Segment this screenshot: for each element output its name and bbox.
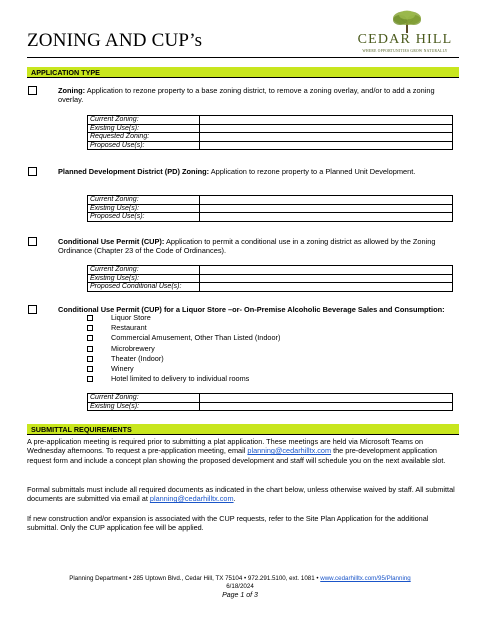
field-value[interactable] — [200, 196, 453, 205]
planning-email-link[interactable]: planning@cedarhilltx.com — [247, 446, 332, 456]
option-checkbox[interactable] — [87, 325, 93, 331]
submittal-paragraph-3: If new construction and/or expansion is associated with the CUP requests, refer to the Site Plan Application for the additional submittal. Only the CUP application fee will be applied. — [27, 514, 429, 533]
field-label: Proposed Use(s): — [88, 141, 200, 150]
field-value[interactable] — [200, 133, 453, 142]
cup-liquor-fields-table — [87, 393, 453, 411]
item-description: Application to permit a conditional use in a zoning district as allowed by the Zoning Ordinance (Chapter 23 of the Code of Ordinances). — [58, 237, 436, 256]
field-value[interactable] — [200, 124, 453, 133]
logo-tagline: WHERE OPPORTUNITIES GROW NATURALLY — [362, 49, 448, 53]
footer-date: 6/18/2024 — [226, 583, 254, 590]
field-label: Proposed Conditional Use(s): — [88, 283, 200, 292]
paragraph-text: the pre-development application request form and include a concept plan showing the proposed development and staff will schedule you on the next available slot. — [27, 446, 446, 465]
zoning-item-text — [58, 86, 453, 104]
field-label: Current Zoning: — [88, 196, 200, 205]
pd-zoning-checkbox[interactable] — [28, 167, 37, 176]
item-description: Application to rezone property to a base zoning district, to remove a zoning overlay, and/or to add a zoning overlay. — [58, 86, 435, 105]
zoning-checkbox[interactable] — [28, 86, 37, 95]
section-submittal-requirements — [27, 424, 459, 435]
section-title: APPLICATION TYPE — [31, 68, 100, 77]
field-value[interactable] — [200, 141, 453, 150]
item-description: Application to rezone property to a Planned Unit Development. — [209, 167, 416, 176]
field-value[interactable] — [200, 274, 453, 283]
field-value[interactable] — [200, 213, 453, 222]
option-checkbox[interactable] — [87, 376, 93, 382]
zoning-fields-table — [87, 115, 453, 150]
cup-fields-table — [87, 265, 453, 292]
section-title: SUBMITTAL REQUIREMENTS — [31, 425, 132, 434]
field-label: Current Zoning: — [88, 266, 200, 275]
field-label: Requested Zoning: — [88, 133, 200, 142]
item-heading: Conditional Use Permit (CUP): — [58, 237, 165, 246]
option-winery[interactable] — [87, 364, 280, 374]
field-label: Proposed Use(s): — [88, 213, 200, 222]
title-divider — [27, 57, 459, 58]
option-checkbox[interactable] — [87, 335, 93, 341]
field-label: Current Zoning: — [88, 116, 200, 125]
field-value[interactable] — [200, 283, 453, 292]
field-value[interactable] — [200, 402, 453, 411]
option-commercial-amusement[interactable] — [87, 333, 280, 343]
field-value[interactable] — [200, 266, 453, 275]
option-label: Restaurant — [111, 323, 147, 333]
footer-address-text: Planning Department • 285 Uptown Blvd., Cedar Hill, TX 75104 • 972.291.5100, ext. 1081 • — [69, 575, 321, 582]
logo-wordmark: CEDAR HILL — [357, 32, 453, 47]
option-hotel[interactable] — [87, 374, 280, 384]
option-label: Commercial Amusement, Other Than Listed (Indoor) — [111, 333, 281, 343]
section-application-type — [27, 67, 459, 78]
field-label: Existing Use(s): — [88, 402, 200, 411]
option-label: Liquor Store — [111, 313, 151, 322]
field-value[interactable] — [200, 394, 453, 403]
field-value[interactable] — [200, 204, 453, 213]
option-checkbox[interactable] — [87, 356, 93, 362]
option-liquor-store[interactable] — [87, 313, 280, 323]
field-value[interactable] — [200, 116, 453, 125]
footer-address — [0, 575, 480, 582]
page-number: Page 1 of 3 — [222, 592, 258, 599]
option-restaurant[interactable] — [87, 323, 280, 333]
submittal-paragraph-1 — [27, 437, 455, 465]
tree-icon — [390, 10, 424, 34]
page-title: ZONING AND CUP’s — [27, 30, 203, 51]
submittal-paragraph-2 — [27, 485, 455, 504]
option-microbrewery[interactable] — [87, 344, 280, 354]
field-label: Existing Use(s): — [88, 124, 200, 133]
item-heading: Conditional Use Permit (CUP) for a Liquor Store –or- On-Premise Alcoholic Beverage Sales and Consumption: — [58, 305, 445, 314]
cup-checkbox[interactable] — [28, 237, 37, 246]
paragraph-text: A pre-application meeting is required prior to submitting a plat application. These meetings are held via Microsoft Teams on Wednesday afternoons. To request a pre-application meeting, email — [27, 437, 423, 456]
option-label: Hotel limited to delivery to individual rooms — [111, 374, 250, 384]
option-label: Winery — [111, 363, 134, 373]
item-heading: Zoning: — [58, 86, 86, 95]
pd-zoning-item-text — [58, 167, 453, 176]
option-label: Theater (Indoor) — [111, 353, 164, 363]
option-checkbox[interactable] — [87, 346, 93, 352]
item-heading: Planned Development District (PD) Zoning: — [58, 167, 210, 176]
pd-zoning-fields-table — [87, 195, 453, 222]
cup-liquor-checkbox[interactable] — [28, 305, 37, 314]
field-label: Existing Use(s): — [88, 274, 200, 283]
field-label: Existing Use(s): — [88, 204, 200, 213]
option-checkbox[interactable] — [87, 366, 93, 372]
paragraph-text: . — [233, 494, 236, 504]
option-label: Microbrewery — [111, 343, 155, 353]
cup-liquor-options — [87, 313, 280, 384]
field-label: Current Zoning: — [88, 394, 200, 403]
planning-email-link[interactable]: planning@cedarhilltx.com — [149, 494, 234, 504]
paragraph-text: Formal submittals must include all required documents as indicated in the chart below, unless otherwise waived by staff. All submittal documents are submitted via email at — [27, 485, 455, 504]
option-checkbox[interactable] — [87, 315, 93, 321]
option-theater[interactable] — [87, 354, 280, 364]
planning-website-link[interactable]: www.cedarhilltx.com/95/Planning — [320, 575, 411, 582]
cup-item-text — [58, 237, 453, 255]
cedar-hill-logo — [348, 10, 462, 56]
